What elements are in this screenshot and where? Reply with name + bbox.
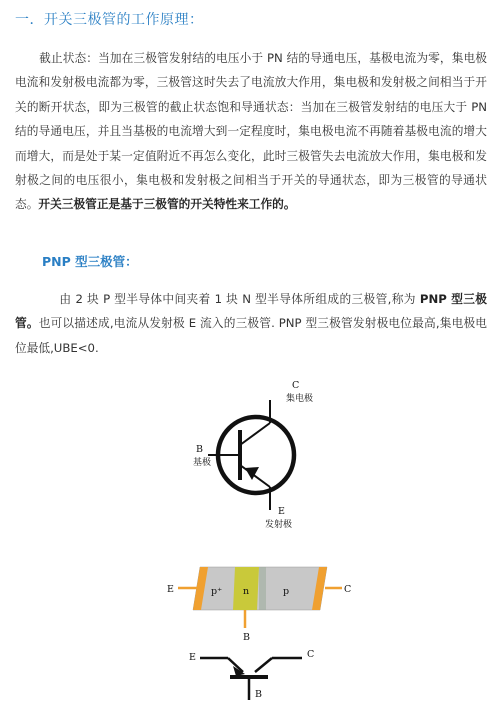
collector-line — [240, 423, 270, 445]
schematic-e-label: E — [189, 652, 196, 663]
paragraph-text-part1: 由 2 块 P 型半导体中间夹着 1 块 N 型半导体所组成的三极管,称为 — [59, 292, 420, 306]
pnp-structure-diagram — [167, 567, 351, 643]
pnp-subheading: PNP 型三极管： — [42, 254, 138, 269]
paragraph-bold-term: PNP 型三极管。 — [15, 292, 487, 331]
emitter-letter: E — [278, 506, 285, 517]
structure-c-label: C — [344, 584, 352, 595]
n-label: n — [243, 586, 250, 597]
structure-e-label: E — [167, 584, 174, 595]
paragraph-text-part2: 也可以描述成,电流从发射极 E 流入的三极管. PNP 型三极管发射极电位最高,集电极电位最低,UBE<0. — [15, 316, 487, 355]
base-letter: B — [196, 444, 203, 455]
pnp-schematic — [189, 649, 314, 700]
pnp-transistor-symbol — [193, 380, 313, 530]
paragraph-bold-text: 开关三极管正是基于三极管的开关特性来工作的。 — [38, 197, 296, 212]
schematic-c-label: C — [307, 649, 315, 660]
schematic-collector-line — [255, 658, 272, 672]
collector-label: 集电极 — [286, 394, 314, 404]
p-plus-label: p⁺ — [211, 586, 223, 597]
junction-shade — [259, 567, 266, 610]
collector-letter: C — [292, 380, 300, 391]
paragraph-text: 截止状态：当加在三极管发射结的电压小于 PN 结的导通电压，基极电流为零，集电极电流和发射极电流都为零，三极管这时失去了电流放大作用，集电极和发射极之间相当于开关的断开状态，即为三极管的截止状态饱和导通状态：当加在三极管发射结的电压大于 PN 结的导通电压，并且当基极的电流增大到一定程度时，集电极电流不再随着基极电流的增大而增大，而是处于某一定值附近不再怎么变化，此时三极管失去电流放大作用，集电极和发射极之间的电压很小，集电极和发射极之间相当于开关的导通状态，即为三极管的导通状态。 — [15, 51, 487, 212]
structure-b-label: B — [243, 632, 250, 643]
p-label: p — [283, 586, 290, 597]
base-label: 基极 — [193, 458, 212, 468]
section-heading: 一．开关三极管的工作原理： — [15, 12, 204, 28]
schematic-b-label: B — [255, 689, 262, 700]
emitter-label: 发射极 — [265, 520, 293, 530]
